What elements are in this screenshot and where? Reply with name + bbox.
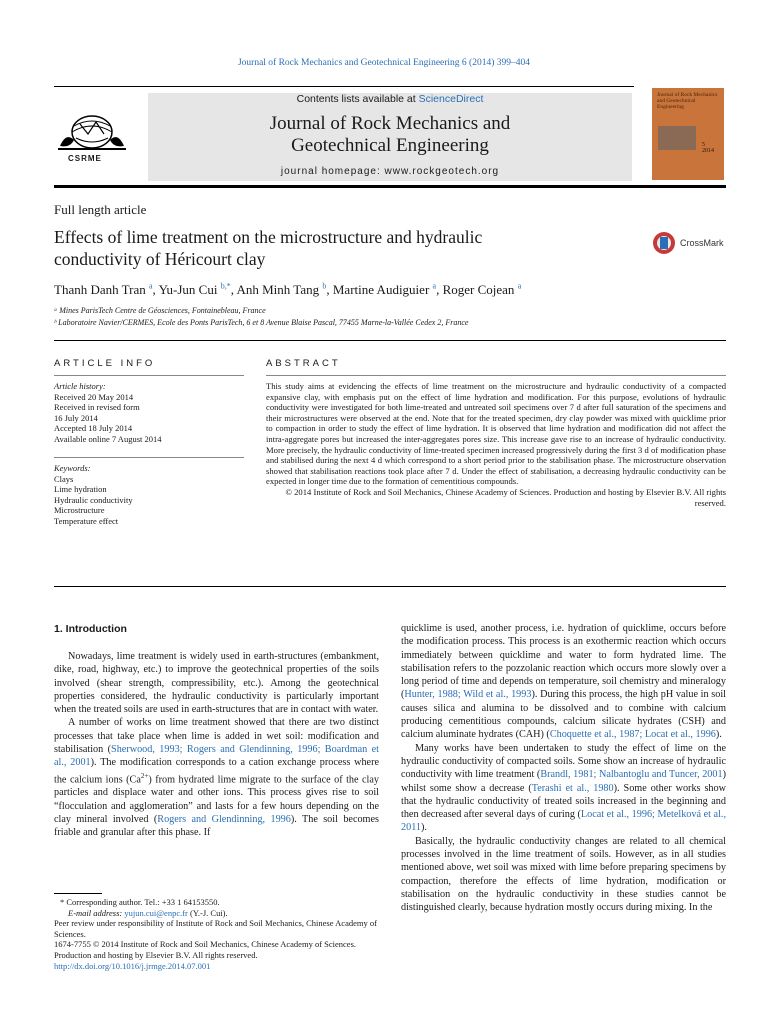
affiliation-b: ᵇ Laboratoire Navier/CERMES, Ecole des Ponts ParisTech, 6 et 8 Avenue Blaise Pascal, 77455 Marne-la-Vallée Cedex 2, France	[54, 318, 469, 327]
crossmark-label: CrossMark	[680, 238, 724, 248]
affiliation-marker[interactable]: a	[517, 282, 522, 291]
citation-link[interactable]: Brandl, 1981; Nalbantoglu and Tuncer, 2001	[540, 769, 723, 781]
email-note: E-mail address: yujun.cui@enpc.fr (Y.-J. Cui).	[68, 907, 228, 918]
journal-homepage[interactable]: journal homepage: www.rockgeotech.org	[280, 166, 500, 177]
footnote-rule	[54, 893, 102, 894]
paragraph: Nowadays, lime treatment is widely used in earth-structures (embankment, dike, road, highway, etc.) to improve the geotechnical properties of the soils involved (shear strength, compressibility, etc.). Among the geotechnical properties considered, the hydraulic conductivity is particularly important when the treated soils are used in earth-structures that are in contact with water.	[54, 651, 379, 716]
article-title-line2: conductivity of Héricourt clay	[54, 249, 266, 269]
affiliation-marker[interactable]: a	[432, 282, 437, 291]
section-heading: 1. Introduction	[54, 623, 127, 635]
keyword: Microstructure	[54, 505, 105, 515]
divider	[266, 375, 726, 376]
article-title-line1: Effects of lime treatment on the microstructure and hydraulic	[54, 227, 483, 247]
issn-note: 1674-7755 © 2014 Institute of Rock and Soil Mechanics, Chinese Academy of Sciences. Production and hosting by Elsevier B.V. All rights reserved.	[54, 939, 357, 960]
email-link[interactable]: yujun.cui@enpc.fr	[124, 907, 188, 918]
intro-left-column	[54, 650, 379, 840]
keyword: Temperature effect	[54, 515, 119, 526]
article-title	[54, 226, 614, 270]
sciencedirect-link[interactable]: ScienceDirect	[418, 93, 484, 105]
history-item: Available online 7 August 2014	[54, 433, 162, 444]
cover-photo	[658, 126, 696, 150]
abstract-heading: ABSTRACT	[266, 358, 341, 369]
journal-title	[148, 113, 632, 157]
divider	[54, 586, 726, 587]
cover-issue: 5 2014	[702, 142, 714, 154]
citation-link[interactable]: Sherwood, 1993; Rogers and Glendinning, 1996; Boardman et al., 2001	[54, 744, 379, 769]
affiliation-a: ᵃ Mines ParisTech Centre de Géosciences, Fontainebleau, France	[54, 306, 266, 315]
contents-line	[148, 93, 632, 105]
paragraph: Basically, the hydraulic conductivity changes are related to all chemical processes involved in the lime treatment of soils. However, as in all studies mentioned above, wet soil was mixed with lime before preparing specimens by compaction, therefore the effects of lime hydration, modification or stabilisation on the hydraulic conductivity in these studies cannot be distinguished clearly, because hydration mostly occurs during mixing. In the	[401, 835, 726, 914]
abstract-text	[266, 381, 726, 508]
history-item: Accepted 18 July 2014	[54, 423, 133, 433]
paragraph: A number of works on lime treatment showed that there are two distinct processes that take place when lime is added in wet soil: modification and stabilisation (Sherwood, 1993; Rogers and Glendinning, 1996; Boardman et al., 2001). The modification corresponds to a cation exchange process where the calcium ions $(Ca^{2+})$ from hydrated lime migrate to the surface of the clay particles and displace water and other ions. This process gives rise to soil “flocculation and agglomeration” and lasts for a few hours depending on the clay mineral involved (Rogers and Glendinning, 1996). The soil becomes friable and granular after this phase. If	[54, 717, 379, 839]
paragraph: Many works have been undertaken to study the effect of lime on the hydraulic conductivity of compacted soils. Some show an increase of hydraulic conductivity with lime treatment (Brandl, 1981; Nalbantoglu and Tuncer, 2001) whilst some show a decrease (Terashi et al., 1980). Some other works show that the hydraulic conductivity of treated soils increased in the beginning and then decreased after several days of curing (Locat et al., 1996; Metelková et al., 2011).	[401, 742, 726, 834]
paragraph: quicklime is used, another process, i.e. hydration of quicklime, occurs before the modification process. This process is an exothermic reaction which occurs immediately between quicklime and water to form hydrated lime. The stabilisation refers to the pozzolanic reaction which occurs more slowly over a long period of time and depends on temperature, soil chemistry and mineralogy (Hunter, 1988; Wild et al., 1993). During this process, the high pH value in soil causes silica and alumina to be dissolved and to combine with calcium producing cementitious compounds, calcium silicate hydrates (CSH) and calcium aluminate hydrates (CAH) (Choquette et al., 1987; Locat et al., 1996).	[401, 623, 726, 741]
peer-review-note: Peer review under responsibility of Institute of Rock and Soil Mechanics, Chinese Academy of Sciences.	[54, 918, 377, 939]
abstract-copyright: © 2014 Institute of Rock and Soil Mechanics, Chinese Academy of Sciences. Production and hosting by Elsevier B.V. All rights reserved.	[285, 486, 726, 508]
citation-link[interactable]: Hunter, 1988; Wild et al., 1993	[404, 689, 532, 701]
history-item: Received 20 May 2014	[54, 391, 134, 402]
divider	[54, 340, 726, 341]
affiliation-marker[interactable]: a	[148, 282, 153, 291]
article-history	[54, 381, 244, 444]
divider	[54, 375, 244, 376]
citation-link[interactable]: Choquette et al., 1987; Locat et al., 1996	[549, 729, 716, 741]
history-item: Received in revised form	[54, 402, 140, 412]
csrme-logo	[54, 110, 130, 168]
cover-title: Journal of Rock Mechanics and Geotechnical Engineering	[657, 92, 718, 110]
author[interactable]: Anh Minh Tang $^b$,	[236, 282, 333, 298]
keyword: Clays	[54, 473, 74, 484]
journal-reference[interactable]: Journal of Rock Mechanics and Geotechnical Engineering 6 (2014) 399–404	[237, 58, 531, 68]
article-type: Full length article	[54, 202, 147, 217]
author[interactable]: Yu-Jun Cui $^{b,*}$,	[158, 282, 237, 298]
keyword: Lime hydration	[54, 484, 107, 494]
author[interactable]: Thanh Danh Tran $^a$,	[54, 282, 159, 298]
article-info-heading: ARTICLE INFO	[54, 358, 156, 369]
affiliation-marker[interactable]: b	[322, 282, 327, 291]
journal-title-line2: Geotechnical Engineering	[291, 135, 489, 156]
keywords	[54, 463, 244, 526]
keyword: Hydraulic conductivity	[54, 494, 133, 505]
logo-text: CSRME	[68, 154, 102, 163]
header-bottom-rule	[54, 185, 726, 188]
history-label: Article history:	[54, 381, 106, 391]
corresponding-author-note: * Corresponding author. Tel.: +33 1 64153550.	[60, 897, 220, 907]
abstract-body: This study aims at evidencing the effects of lime treatment on the microstructure and hydraulic conductivity of a compacted expansive clay, with emphasis put on the effect of lime hydration and modification. For this purpose, evolutions of hydraulic conductivity were investigated for both lime-treated and untreated soil specimens over 7 d after full saturation of the specimens and their microstructures were observed at the end. Note that for the treated specimen, dry clay powder was mixed with quicklime prior to compaction in order to study the effect of lime hydration. It is observed that lime hydration and modification did not affect the intra-aggregate pores but increased the inter-aggregates pores size. This increase gave rise to an increase of hydraulic conductivity. More precisely, the hydraulic conductivity of lime-treated specimen increased progressively during the first 3 d of modification phase and stabilised during the next 4 d which correspond to a short period prior to the stabilisation phase. The microstructure observation showed that stabilisation reactions took place after 7 d. Under the effect of stabilisation, a decreasing hydraulic conductivity can be expected in longer time due to the formation of cementitious compounds.	[266, 381, 726, 487]
author-list	[54, 282, 521, 298]
header-top-rule	[54, 86, 634, 87]
author[interactable]: Roger Cojean $^a$	[442, 282, 522, 298]
contents-prefix: Contents lists available at	[296, 93, 419, 105]
crossmark-icon	[652, 230, 676, 258]
history-item: 16 July 2014	[54, 412, 98, 423]
intro-right-column	[401, 622, 726, 915]
journal-title-line1: Journal of Rock Mechanics and	[269, 113, 511, 134]
citation-link[interactable]: Locat et al., 1996; Metelková et al., 2011	[401, 809, 726, 834]
author[interactable]: Martine Audiguier $^a$,	[332, 282, 443, 298]
footnotes	[54, 897, 379, 971]
affiliation-marker[interactable]: b,*	[220, 282, 231, 291]
doi-link[interactable]: http://dx.doi.org/10.1016/j.jrmge.2014.07.001	[54, 960, 211, 971]
citation-link[interactable]: Rogers and Glendinning, 1996	[157, 813, 291, 825]
keywords-label: Keywords:	[54, 463, 91, 473]
citation-link[interactable]: Terashi et al., 1980	[531, 782, 614, 794]
journal-cover-image[interactable]	[652, 88, 724, 180]
divider	[54, 457, 244, 458]
